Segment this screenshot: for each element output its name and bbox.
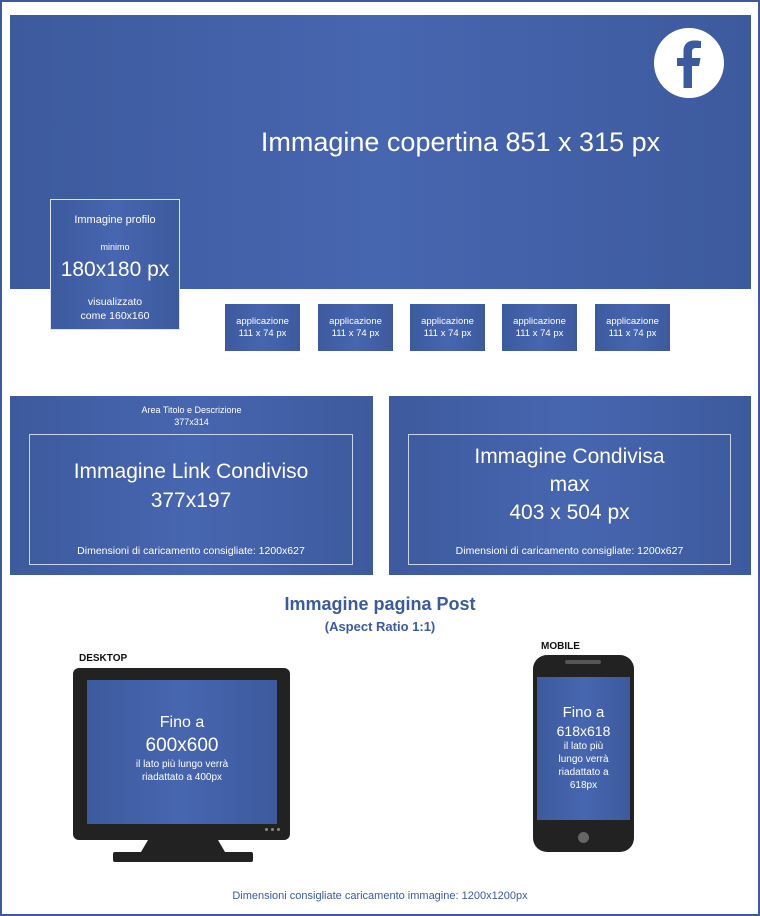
post-title: Immagine pagina Post — [284, 594, 476, 614]
app-size: 111 x 74 px — [331, 327, 380, 339]
shared-max: max — [549, 473, 590, 496]
profile-display-line2: come 160x160 — [80, 310, 150, 322]
profile-size: 180x180 px — [60, 258, 170, 281]
mobile-label: MOBILE — [541, 641, 580, 652]
app-size: 111 x 74 px — [515, 327, 564, 339]
app-label: applicazione — [236, 315, 289, 327]
profile-display-line1: visualizzato — [87, 296, 143, 308]
app-size: 111 x 74 px — [423, 327, 472, 339]
profile-image-box — [50, 199, 180, 330]
profile-title: Immagine profilo — [74, 214, 156, 226]
app-box — [502, 304, 577, 351]
app-box — [595, 304, 670, 351]
shared-size: 403 x 504 px — [509, 501, 630, 524]
mobile-screen — [537, 677, 630, 820]
shared-inner-frame — [408, 434, 731, 565]
cover-title: Immagine copertina 851 x 315 px — [260, 127, 661, 157]
app-size: 111 x 74 px — [608, 327, 657, 339]
post-subtitle: (Aspect Ratio 1:1) — [324, 619, 436, 634]
desktop-line1: Fino a — [159, 714, 205, 731]
shared-title: Immagine Condivisa — [474, 445, 665, 468]
desktop-size: 600x600 — [145, 735, 219, 756]
profile-display-note — [51, 295, 179, 323]
footer-note: Dimensioni consigliate caricamento immagine: 1200x1200px — [232, 890, 528, 902]
link-area-title: Area Titolo e Descrizione — [141, 405, 242, 415]
app-box — [410, 304, 485, 351]
link-title: Immagine Link Condiviso — [73, 460, 309, 483]
desktop-label: DESKTOP — [79, 653, 128, 664]
mobile-note3: riadattato a — [558, 767, 609, 778]
app-label: applicazione — [513, 315, 566, 327]
monitor-led-icon — [265, 828, 268, 831]
monitor-stand — [113, 838, 253, 864]
link-upload-note: Dimensioni di caricamento consigliate: 1200x627 — [77, 545, 305, 557]
mobile-note4: 618px — [569, 780, 598, 791]
monitor-led-icon — [271, 828, 274, 831]
app-label: applicazione — [421, 315, 474, 327]
profile-min-label: minimo — [100, 242, 130, 252]
mobile-line1: Fino a — [562, 704, 605, 721]
shared-upload-note: Dimensioni di caricamento consigliate: 1200x627 — [455, 545, 684, 557]
app-size: 111 x 74 px — [238, 327, 287, 339]
mobile-note1: il lato più — [563, 741, 604, 752]
desktop-note2: riadattato a 400px — [141, 772, 223, 783]
link-size: 377x197 — [150, 489, 232, 512]
app-label: applicazione — [329, 315, 382, 327]
desktop-note1: il lato più lungo verrà — [135, 759, 229, 770]
link-inner-frame — [29, 434, 353, 565]
mobile-note2: lungo verrà — [558, 754, 609, 765]
link-area-size: 377x314 — [174, 417, 209, 427]
link-shared-box — [10, 396, 373, 575]
monitor-led-icon — [277, 828, 280, 831]
desktop-screen — [87, 680, 277, 824]
shared-image-box — [389, 396, 751, 575]
phone-speaker-icon — [565, 660, 601, 664]
app-box — [318, 304, 393, 351]
app-box — [225, 304, 300, 351]
app-label: applicazione — [606, 315, 659, 327]
phone-home-button-icon — [578, 832, 589, 843]
mobile-size: 618x618 — [556, 723, 611, 739]
facebook-icon — [654, 28, 724, 98]
